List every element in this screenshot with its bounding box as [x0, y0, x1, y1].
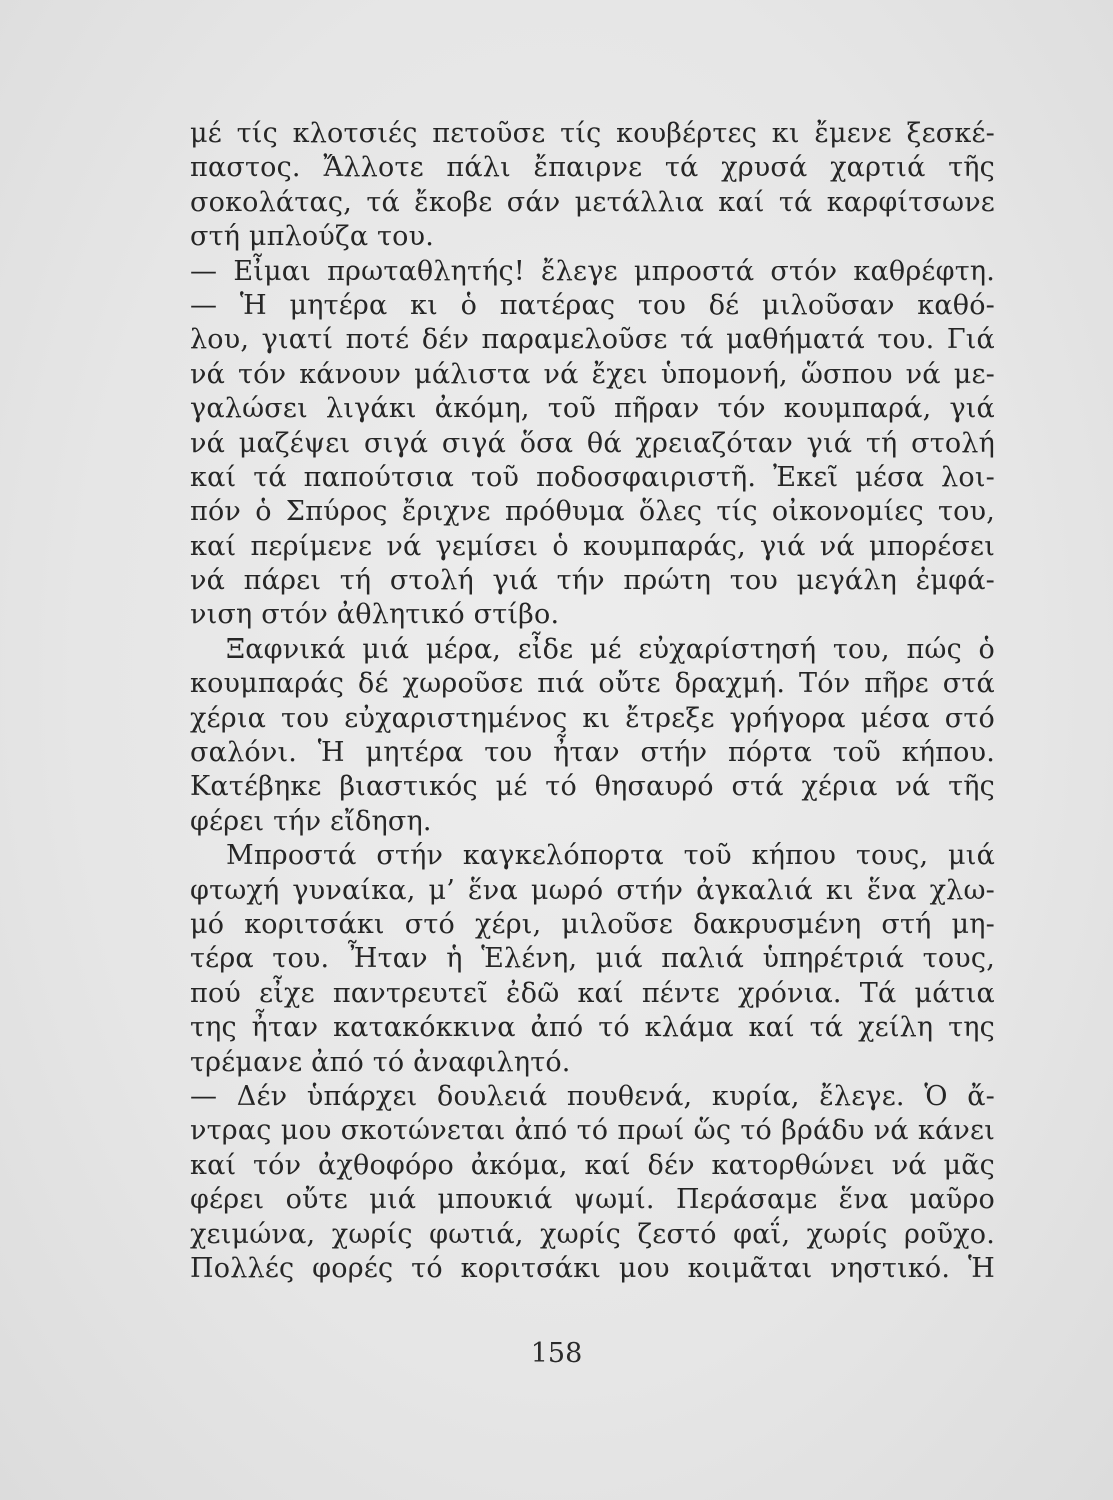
text-line: στή μπλούζα του.: [190, 221, 435, 253]
text-line: νά τόν κάνουν μάλιστα νά ἔχει ὑπομονή, ὥσπου νά με-: [190, 358, 995, 390]
text-line: μέ τίς κλοτσιές πετοῦσε τίς κουβέρτες κι ἔμενε ξεσκέ-: [190, 118, 995, 149]
text-line: γαλώσει λιγάκι ἀκόμη, τοῦ πῆραν τόν κουμπαρά, γιά: [190, 393, 995, 425]
text-line: — Ἡ μητέρα κι ὁ πατέρας του δέ μιλοῦσαν καθό-: [190, 289, 995, 321]
text-line: σαλόνι. Ἡ μητέρα του ἦταν στήν πόρτα τοῦ κήπου.: [190, 737, 995, 769]
page-number: 158: [530, 1338, 583, 1369]
text-line: καί τά παπούτσια τοῦ ποδοσφαιριστῆ. Ἐκεῖ μέσα λοι-: [190, 461, 995, 493]
text-line: καί τόν ἀχθοφόρο ἀκόμα, καί δέν κατορθώνει νά μᾶς: [190, 1149, 995, 1181]
text-line: Κατέβηκε βιαστικός μέ τό θησαυρό στά χέρια νά τῆς: [190, 771, 995, 803]
text-line: της ἦταν κατακόκκινα ἀπό τό κλάμα καί τά χείλη της: [190, 1012, 995, 1044]
text-line: πού εἶχε παντρευτεῖ ἐδῶ καί πέντε χρόνια. Τά μάτια: [190, 977, 995, 1009]
text-line: πόν ὁ Σπύρος ἔριχνε πρόθυμα ὅλες τίς οἰκονομίες του,: [190, 496, 995, 528]
text-line: νά μαζέψει σιγά σιγά ὅσα θά χρειαζόταν γιά τή στολή: [190, 427, 995, 459]
text-line: νά πάρει τή στολή γιά τήν πρώτη του μεγάλη ἐμφά-: [190, 565, 995, 597]
text-line: τέρα του. Ἦταν ἡ Ἑλένη, μιά παλιά ὑπηρέτριά τους,: [190, 943, 995, 975]
text-line: Ξαφνικά μιά μέρα, εἶδε μέ εὐχαρίστησή του, πώς ὁ: [226, 633, 995, 665]
text-line: μό κοριτσάκι στό χέρι, μιλοῦσε δακρυσμένη στή μη-: [190, 908, 995, 940]
text-line: — Εἶμαι πρωταθλητής! ἔλεγε μπροστά στόν καθρέφτη.: [190, 255, 995, 287]
text-line: χειμώνα, χωρίς φωτιά, χωρίς ζεστό φαΐ, χωρίς ροῦχο.: [190, 1218, 995, 1250]
text-line: φτωχή γυναίκα, μ’ ἕνα μωρό στήν ἀγκαλιά κι ἕνα χλω-: [190, 874, 995, 906]
body-text: [190, 117, 995, 1286]
text-line: τρέμανε ἀπό τό ἀναφιλητό.: [190, 1046, 571, 1078]
text-line: σοκολάτας, τά ἔκοβε σάν μετάλλια καί τά καρφίτσωνε: [190, 186, 995, 218]
text-line: — Δέν ὑπάρχει δουλειά πουθενά, κυρία, ἔλεγε. Ὁ ἄ-: [190, 1080, 995, 1112]
text-line: κουμπαράς δέ χωροῦσε πιά οὔτε δραχμή. Τόν πῆρε στά: [190, 668, 995, 700]
text-line: φέρει οὔτε μιά μπουκιά ψωμί. Περάσαμε ἕνα μαῦρο: [190, 1184, 995, 1216]
text-line: λου, γιατί ποτέ δέν παραμελοῦσε τά μαθήματά του. Γιά: [190, 324, 995, 356]
text-line: Μπροστά στήν καγκελόπορτα τοῦ κήπου τους, μιά: [226, 840, 995, 872]
text-line: Πολλές φορές τό κοριτσάκι μου κοιμᾶται νηστικό. Ἡ: [190, 1252, 995, 1284]
text-line: ντρας μου σκοτώνεται ἀπό τό πρωί ὥς τό βράδυ νά κάνει: [190, 1115, 995, 1147]
text-line: φέρει τήν εἴδηση.: [190, 805, 432, 837]
text-line: νιση στόν ἀθλητικό στίβο.: [190, 599, 560, 631]
text-line: χέρια του εὐχαριστημένος κι ἔτρεξε γρήγορα μέσα στό: [190, 702, 995, 734]
text-line: καί περίμενε νά γεμίσει ὁ κουμπαράς, γιά νά μπορέσει: [190, 530, 995, 562]
text-line: παστος. Ἄλλοτε πάλι ἔπαιρνε τά χρυσά χαρτιά τῆς: [190, 152, 995, 184]
